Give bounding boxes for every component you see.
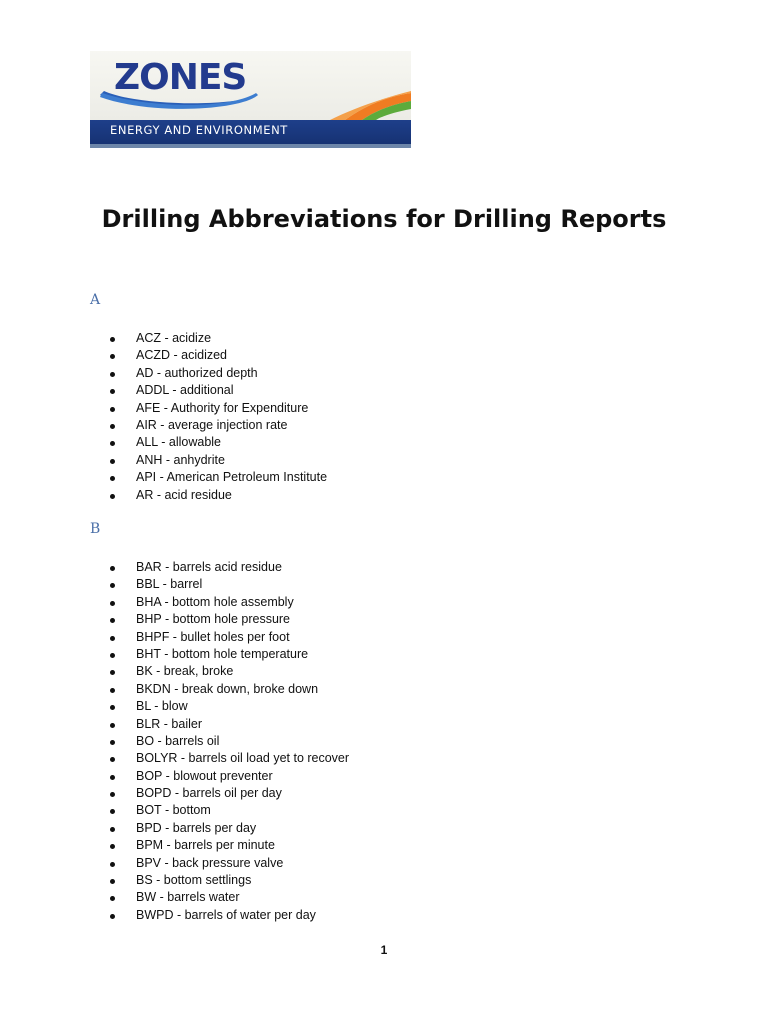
bullet-icon — [110, 862, 115, 867]
list-item-text: BPV - back pressure valve — [136, 855, 284, 870]
list-item — [110, 400, 327, 417]
list-item — [110, 837, 349, 854]
list-item — [110, 681, 349, 698]
list-item — [110, 330, 327, 347]
list-item — [110, 365, 327, 382]
list-item-text: ADDL - additional — [136, 383, 234, 398]
list-item — [110, 785, 349, 802]
bullet-icon — [110, 459, 115, 464]
list-item-text: BHT - bottom hole temperature — [136, 646, 309, 661]
list-item — [110, 872, 349, 889]
abbreviation-list-a — [110, 330, 327, 504]
section-heading-b: B — [90, 521, 101, 537]
list-item-text: BO - barrels oil — [136, 733, 220, 748]
list-item — [110, 698, 349, 715]
bullet-icon — [110, 441, 115, 446]
bullet-icon — [110, 844, 115, 849]
list-item — [110, 452, 327, 469]
list-item-text: BW - barrels water — [136, 890, 240, 905]
abbreviation-list-b — [110, 559, 349, 924]
list-item-text: BKDN - break down, broke down — [136, 681, 319, 696]
list-item-text: AR - acid residue — [136, 487, 232, 502]
list-item — [110, 417, 327, 434]
list-item — [110, 716, 349, 733]
bullet-icon — [110, 723, 115, 728]
list-item-text: ANH - anhydrite — [136, 452, 225, 467]
bullet-icon — [110, 583, 115, 588]
list-item-text: AFE - Authority for Expenditure — [136, 400, 309, 415]
list-item-text: API - American Petroleum Institute — [136, 470, 328, 485]
list-item-text: BL - blow — [136, 699, 188, 714]
list-item — [110, 576, 349, 593]
list-item — [110, 646, 349, 663]
list-item — [110, 611, 349, 628]
bullet-icon — [110, 566, 115, 571]
list-item-text: ALL - allowable — [136, 435, 222, 450]
bullet-icon — [110, 792, 115, 797]
list-item — [110, 907, 349, 924]
bullet-icon — [110, 354, 115, 359]
zones-logo — [90, 51, 411, 148]
list-item — [110, 559, 349, 576]
list-item-text: BS - bottom settlings — [136, 873, 252, 888]
bullet-icon — [110, 337, 115, 342]
bullet-icon — [110, 389, 115, 394]
list-item — [110, 733, 349, 750]
list-item-text: ACZ - acidize — [136, 331, 212, 345]
list-item-text: AIR - average injection rate — [136, 417, 288, 432]
list-item-text: BHP - bottom hole pressure — [136, 612, 291, 627]
list-item — [110, 855, 349, 872]
bullet-icon — [110, 809, 115, 814]
page-number: 1 — [380, 943, 388, 957]
bullet-icon — [110, 653, 115, 658]
list-item — [110, 382, 327, 399]
bullet-icon — [110, 740, 115, 745]
list-item — [110, 434, 327, 451]
bullet-icon — [110, 879, 115, 884]
list-item — [110, 663, 349, 680]
list-item — [110, 802, 349, 819]
logo-tagline: ENERGY AND ENVIRONMENT — [110, 123, 288, 137]
logo-wordmark: ZONES — [114, 57, 247, 98]
list-item-text: BK - break, broke — [136, 664, 234, 679]
list-item-text: BHPF - bullet holes per foot — [136, 629, 290, 644]
list-item — [110, 889, 349, 906]
bullet-icon — [110, 636, 115, 641]
logo-underline — [90, 144, 411, 148]
bullet-icon — [110, 914, 115, 919]
bullet-icon — [110, 494, 115, 499]
list-item-text: BWPD - barrels of water per day — [136, 907, 316, 922]
bullet-icon — [110, 424, 115, 429]
bullet-icon — [110, 705, 115, 710]
list-item-text: BOP - blowout preventer — [136, 768, 273, 783]
bullet-icon — [110, 775, 115, 780]
list-item — [110, 629, 349, 646]
bullet-icon — [110, 372, 115, 377]
bullet-icon — [110, 476, 115, 481]
list-item — [110, 347, 327, 364]
list-item-text: BPD - barrels per day — [136, 820, 257, 835]
list-item — [110, 768, 349, 785]
section-heading-a: A — [90, 292, 101, 308]
list-item-text: BBL - barrel — [136, 577, 203, 592]
list-item — [110, 469, 327, 486]
list-item — [110, 487, 327, 504]
bullet-icon — [110, 407, 115, 412]
list-item — [110, 820, 349, 837]
list-item — [110, 594, 349, 611]
list-item-text: BOPD - barrels oil per day — [136, 786, 282, 801]
list-item-text: AD - authorized depth — [136, 365, 258, 380]
list-item-text: BLR - bailer — [136, 716, 202, 731]
bullet-icon — [110, 827, 115, 832]
bullet-icon — [110, 757, 115, 762]
list-item-text: BOLYR - barrels oil load yet to recover — [136, 751, 350, 766]
bullet-icon — [110, 896, 115, 901]
list-item-text: BOT - bottom — [136, 803, 211, 818]
list-item-text: BHA - bottom hole assembly — [136, 594, 294, 609]
list-item — [110, 750, 349, 767]
document-title: Drilling Abbreviations for Drilling Reports — [101, 205, 667, 233]
list-item-text: ACZD - acidized — [136, 348, 227, 363]
list-item-text: BAR - barrels acid residue — [136, 560, 282, 574]
bullet-icon — [110, 618, 115, 623]
bullet-icon — [110, 601, 115, 606]
list-item-text: BPM - barrels per minute — [136, 838, 275, 853]
bullet-icon — [110, 688, 115, 693]
bullet-icon — [110, 670, 115, 675]
